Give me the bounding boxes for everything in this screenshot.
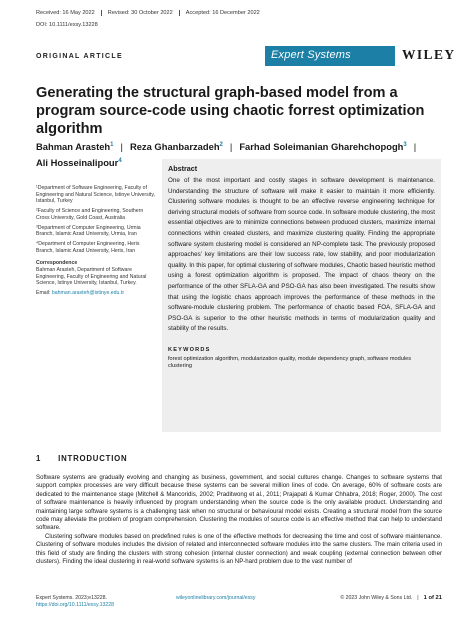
publication-dates [36,10,272,16]
affiliation-3: ³Department of Computer Engineering, Urmia Branch, Islamic Azad University, Urmia, Iran [36,224,141,238]
abstract-box [162,159,441,432]
footer-site-link[interactable]: wileyonlinelibrary.com/journal/exsy [176,595,256,601]
publisher-logo: WILEY [402,47,456,62]
section-title: INTRODUCTION [58,454,128,463]
affiliation-4: ⁴Department of Computer Engineering, Heris Branch, Islamic Azad University, Heris, Iran [36,241,140,254]
abstract-text: One of the most important and costly stages in software development is maintenance. Understanding the structure of software will make it easier to maintain it more efficiently. Clustering software modules is thought to be an effective reverse engineering technique for deriving structural models of software from source code. In software module clustering, the most essential objectives are to minimize connections between produced clusters, maximize internal connections within created clusters, and maximize clustering quality. Finding the appropriate software system clustering model is considered an NP-complete task. The previously proposed approaches' key limitations are their low success rate, low stability, and poor modularization quality. In this paper, for optimal clustering of software modules, Chaotic based heuristic method using a forest optimization algorithm is proposed. The impact of chaos theory on the performance of the other SFLA-GA and PSO-GA has also been investigated. The results show that using the logistic chaos approach improves the performance of these methods in the software-module clustering problem. The performance of chaotic based FOA, SFLA-GA and PSO-GA is superior to the other heuristic methods in terms of modularization quality and stability of the results. [168,177,435,333]
affiliations [36,185,156,300]
footer-journal-citation: Expert Systems. 2023;e13228. [36,595,107,601]
footer-copyright: © 2023 John Wiley & Sons Ltd. [340,595,413,601]
correspondence-email-line: Email: bahman.arasteh@istinye.edu.tr [36,290,125,297]
body-text [36,474,442,566]
keywords-heading: KEYWORDS [168,346,211,353]
journal-logo: Expert Systems [265,46,395,66]
author-list: Bahman Arasteh$^1$ | Reza Ghanbarzadeh$^2$ | Farhad Soleimanian Gharehchopogh$^3$ | Ali Hosseinalipour$^4$ [36,141,417,169]
author-3[interactable]: Farhad Soleimanian Gharehchopogh$^3$ [239,141,407,153]
received-date: Received: 16 May 2022 [36,10,102,16]
body-paragraph-1: Software systems are gradually evolving and changing as business, government, and social cultures change. Changes to software systems that support complex processes are very difficult because these systems can be several million lines of code. On average, 60% of software costs are dedicated to the maintenance stage (Mitchell & Mancoridis, 2002; Praditwong et al., 2011; Prajapati & Kumar Chhabra, 2018; Roger, 2000). The cost of software maintenance is heavily influenced by program understanding when the source code is the only available product. Understanding and maintaining large software systems is a challenging task when no structural or behavioural model exists. Creating a structural model from the source code may alleviate the problem of program comprehension. Clustering the modules of source code is an effective method that can help to understand software. [36,474,442,532]
section-number: 1 [36,454,42,463]
correspondence-email-link[interactable]: bahman.arasteh@istinye.edu.tr [51,290,125,297]
correspondence-heading: Correspondence [36,259,78,266]
accepted-date: Accepted: 16 December 2022 [185,10,260,16]
article-title: Generating the structural graph-based model from a program source-code using chaotic forrest optimization algorithm [36,85,425,137]
article-type-label: ORIGINAL ARTICLE [36,53,123,60]
affiliation-2: ²Faculty of Science and Engineering, Southern Cross University, Gold Coast, Australia [36,208,144,221]
author-4[interactable]: Ali Hosseinalipour$^4$ [36,157,122,169]
footer-right: © 2023 John Wiley & Sons Ltd. | 1 of 21 [340,595,442,601]
revised-date: Revised: 30 October 2022 [108,10,180,16]
keywords-text: forest optimization algorithm, modularization quality, module dependency graph, software modules clustering [168,355,412,370]
footer-citation [36,595,114,609]
correspondence-text: Bahman Arasteh, Department of Software Engineering, Faculty of Engineering and Natural Science, Istinye University, Istanbul, Turkey. [36,267,147,287]
author-2[interactable]: Reza Ghanbarzadeh$^2$ [129,141,223,153]
footer-page-count: 1 of 21 [423,595,442,601]
author-1[interactable]: Bahman Arasteh$^1$ [36,141,114,153]
doi[interactable]: DOI: 10.1111/exsy.13228 [36,22,98,28]
affiliation-1: ¹Department of Software Engineering, Faculty of Engineering and Natural Science, Istinye University, Istanbul, Turkey [36,185,155,205]
section-heading [36,454,127,463]
body-paragraph-2: Clustering software modules based on predefined rules is one of the effective methods for decreasing the time and cost of software maintenance. Clustering of software modules includes the division of related and interconnected software modules into the same clusters. The main criteria used in this field of study are finding the clusters with strong cohesion (internal cluster connection) and weak coupling (external connection between other clusters). Finding the ideal clustering in real-world software systems is an NP-hard problem due to the vast number of [36,532,442,566]
footer-doi-link[interactable]: https://doi.org/10.1111/exsy.13228 [36,602,115,608]
abstract-heading: Abstract [168,164,198,173]
